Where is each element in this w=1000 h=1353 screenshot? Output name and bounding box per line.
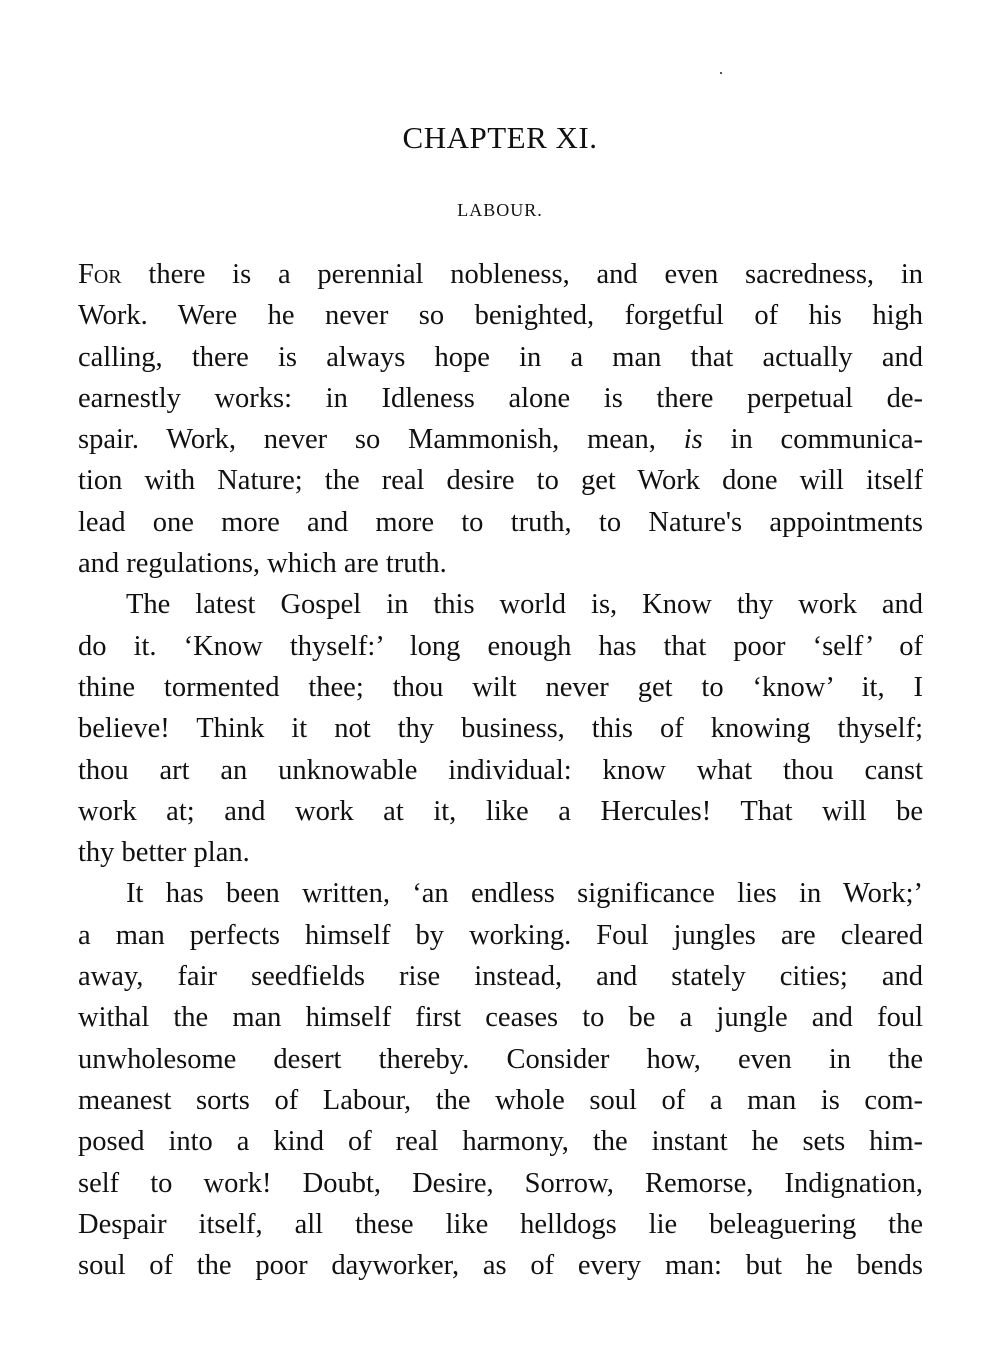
text-span: posed into a kind of real harmony, the instant he sets him-: [78, 1126, 923, 1158]
text-span: tion with Nature; the real desire to get Work done will itself: [78, 465, 923, 497]
text-line: [78, 254, 923, 295]
text-line: [78, 460, 923, 501]
text-span: thy better plan.: [78, 837, 250, 869]
text-span: earnestly works: in Idleness alone is there perpetual de-: [78, 382, 923, 414]
text-span: work at; and work at it, like a Hercules! That will be: [78, 795, 923, 827]
text-line: [78, 667, 923, 708]
text-line: [78, 1204, 923, 1245]
text-line: [78, 1245, 923, 1286]
text-line: [78, 997, 923, 1038]
text-span: Work. Were he never so benighted, forgetful of his high: [78, 300, 923, 332]
text-span: away, fair seedfields rise instead, and stately cities; and: [78, 961, 923, 993]
text-span: believe! Think it not thy business, this of knowing thyself;: [78, 713, 923, 745]
chapter-subtitle: LABOUR.: [457, 200, 543, 220]
body-text: [78, 254, 923, 1286]
text-span: unwholesome desert thereby. Consider how, even in the: [78, 1043, 923, 1075]
text-line: [78, 378, 923, 419]
text-span: thine tormented thee; thou wilt never get to ‘know’ it, I: [78, 671, 923, 703]
text-line: [78, 1080, 923, 1121]
text-span: self to work! Doubt, Desire, Sorrow, Remorse, Indignation,: [78, 1167, 923, 1199]
chapter-title: CHAPTER XI.: [402, 120, 598, 155]
text-line: [78, 626, 923, 667]
text-span: soul of the poor dayworker, as of every man: but he bends: [78, 1250, 923, 1282]
text-span: do it. ‘Know thyself:’ long enough has that poor ‘self’ of: [78, 630, 923, 662]
text-span: Despair itself, all these like helldogs lie beleaguering the: [78, 1208, 923, 1240]
text-line: [78, 543, 923, 584]
text-line: [78, 750, 923, 791]
text-line: [78, 419, 923, 460]
text-line: [78, 584, 923, 625]
text-line: [78, 915, 923, 956]
text-span: It has been written, ‘an endless significance lies in Work;’: [126, 878, 923, 910]
text-span: lead one more and more to truth, to Nature's appointments: [78, 506, 923, 538]
text-line: [78, 1121, 923, 1162]
text-line: [78, 1039, 923, 1080]
text-span: meanest sorts of Labour, the whole soul of a man is com-: [78, 1084, 923, 1116]
text-line: [78, 708, 923, 749]
text-line: [78, 791, 923, 832]
text-line: [78, 1163, 923, 1204]
text-line: [78, 832, 923, 873]
text-line: [78, 502, 923, 543]
text-span: spair. Work, never so Mammonish, mean,: [78, 424, 684, 456]
text-span: a man perfects himself by working. Foul jungles are cleared: [78, 919, 923, 951]
scan-speck: [720, 72, 722, 74]
text-line: [78, 873, 923, 914]
text-span: in communica-: [702, 424, 923, 456]
small-caps-text: For: [78, 259, 122, 290]
italic-text: is: [683, 424, 703, 456]
text-line: [78, 295, 923, 336]
text-span: thou art an unknowable individual: know what thou canst: [78, 754, 923, 786]
text-span: there is a perennial nobleness, and even sacredness, in: [121, 259, 923, 290]
text-span: withal the man himself first ceases to be a jungle and foul: [78, 1002, 923, 1034]
text-span: calling, there is always hope in a man that actually and: [78, 341, 923, 373]
text-span: The latest Gospel in this world is, Know thy work and: [126, 589, 923, 621]
text-line: [78, 956, 923, 997]
text-line: [78, 337, 923, 378]
text-span: and regulations, which are truth.: [78, 548, 447, 580]
